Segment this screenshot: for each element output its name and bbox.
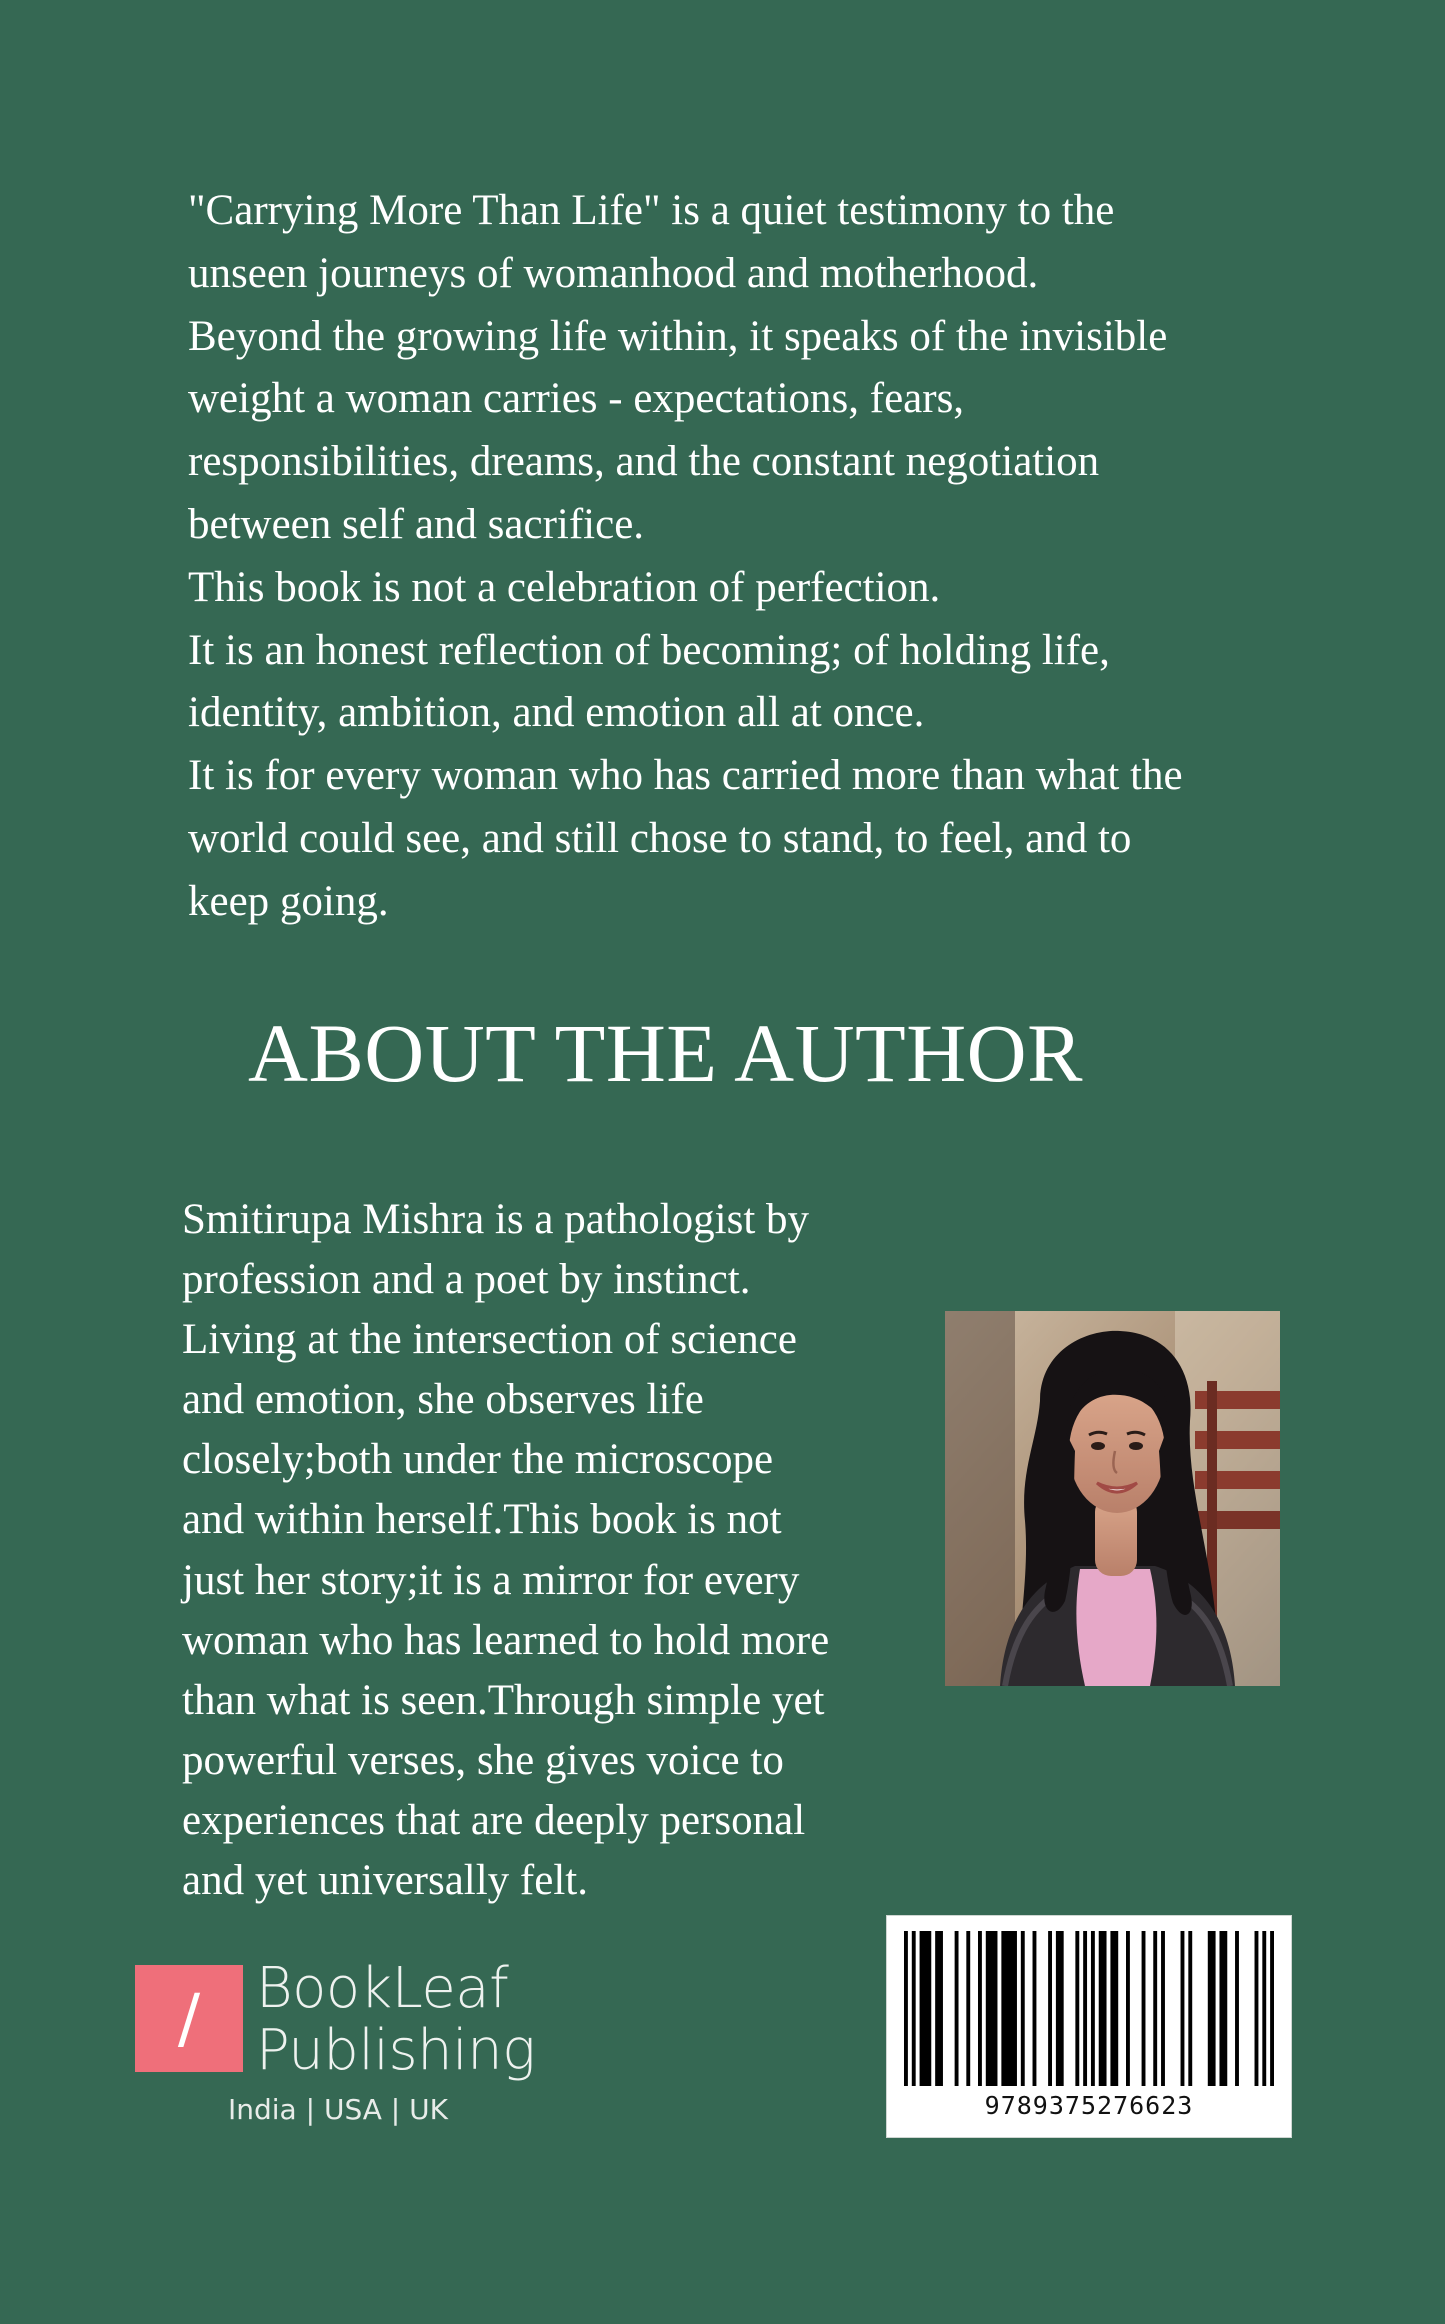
barcode-bar	[1083, 1931, 1087, 2086]
barcode-bar	[1075, 1931, 1079, 2086]
barcode-bar	[1255, 1931, 1259, 2086]
bio-line: powerful verses, she gives voice to	[182, 1736, 784, 1784]
bio-line: and yet universally felt.	[182, 1857, 588, 1905]
blurb-line: Beyond the growing life within, it speaks of the invisible	[188, 312, 1168, 360]
barcode-bar	[1056, 1931, 1064, 2086]
barcode-bars	[904, 1931, 1274, 2086]
bio-line: experiences that are deeply personal	[182, 1796, 806, 1844]
barcode-bar	[1001, 1931, 1017, 2086]
barcode-bar	[1208, 1931, 1216, 2086]
publisher-regions: India | USA | UK	[228, 2093, 448, 2126]
bio-line: than what is seen.Through simple yet	[182, 1676, 825, 1724]
bio-line: Smitirupa Mishra is a pathologist by	[182, 1196, 810, 1243]
barcode-bar	[955, 1931, 959, 2086]
blurb-line: weight a woman carries - expectations, fears,	[188, 375, 965, 423]
blurb-line: responsibilities, dreams, and the constant negotiation	[188, 438, 1100, 486]
publisher-name	[256, 1958, 535, 2082]
barcode-bar	[1262, 1931, 1266, 2086]
barcode-bar	[1188, 1931, 1192, 2086]
barcode-bar	[1021, 1931, 1025, 2086]
blurb-line: unseen journeys of womanhood and motherhood.	[188, 249, 1039, 297]
barcode-bar	[1099, 1931, 1107, 2086]
isbn-barcode	[886, 1915, 1292, 2138]
barcode-bar	[1235, 1931, 1239, 2086]
bio-line: profession and a poet by instinct.	[182, 1256, 751, 1304]
barcode-bar	[1048, 1931, 1052, 2086]
blurb-line: identity, ambition, and emotion all at once.	[188, 689, 925, 737]
author-photo	[945, 1311, 1280, 1686]
isbn-number: 9789375276623	[984, 2091, 1194, 2120]
barcode-bar	[904, 1931, 908, 2086]
slash-icon: /	[177, 1980, 201, 2057]
bio-line: woman who has learned to hold more	[182, 1616, 830, 1664]
bio-line: and emotion, she observes life	[182, 1376, 704, 1424]
barcode-bar	[1126, 1931, 1130, 2086]
blurb-line: "Carrying More Than Life" is a quiet testimony to the	[188, 187, 1115, 234]
barcode-bar	[966, 1931, 970, 2086]
bio-line: just her story;it is a mirror for every	[182, 1556, 800, 1604]
barcode-bar	[935, 1931, 943, 2086]
barcode-bar	[1033, 1931, 1037, 2086]
blurb-line: world could see, and still chose to stand, to feel, and to	[188, 814, 1132, 862]
barcode-bar	[1091, 1931, 1095, 2086]
about-author-heading: ABOUT THE AUTHOR	[248, 1007, 1083, 1099]
blurb-line: It is an honest reflection of becoming; of holding life,	[188, 626, 1110, 674]
publisher-name-line2: Publishing	[256, 2018, 536, 2083]
book-blurb	[188, 180, 1328, 934]
barcode-bar	[1219, 1931, 1227, 2086]
barcode-bar	[912, 1931, 916, 2086]
barcode-bar	[1270, 1931, 1274, 2086]
barcode-bar	[1110, 1931, 1118, 2086]
publisher-name-line1: BookLeaf	[256, 1956, 509, 2021]
publisher-logo-mark	[135, 1965, 243, 2072]
barcode-bar	[1161, 1931, 1165, 2086]
bio-line: closely;both under the microscope	[182, 1436, 774, 1484]
author-bio	[182, 1190, 942, 1911]
blurb-line: This book is not a celebration of perfection.	[188, 563, 941, 611]
bio-line: and within herself.This book is not	[182, 1496, 782, 1544]
barcode-bar	[920, 1931, 932, 2086]
publisher-logo	[135, 1958, 555, 2138]
barcode-bar	[978, 1931, 982, 2086]
barcode-bar	[1153, 1931, 1157, 2086]
barcode-bar	[1181, 1931, 1185, 2086]
barcode-bar	[986, 1931, 998, 2086]
barcode-bar	[1142, 1931, 1146, 2086]
blurb-line: It is for every woman who has carried more than what the	[188, 752, 1183, 800]
blurb-line: between self and sacrifice.	[188, 500, 645, 548]
blurb-line: keep going.	[188, 877, 389, 925]
bio-line: Living at the intersection of science	[182, 1316, 797, 1364]
